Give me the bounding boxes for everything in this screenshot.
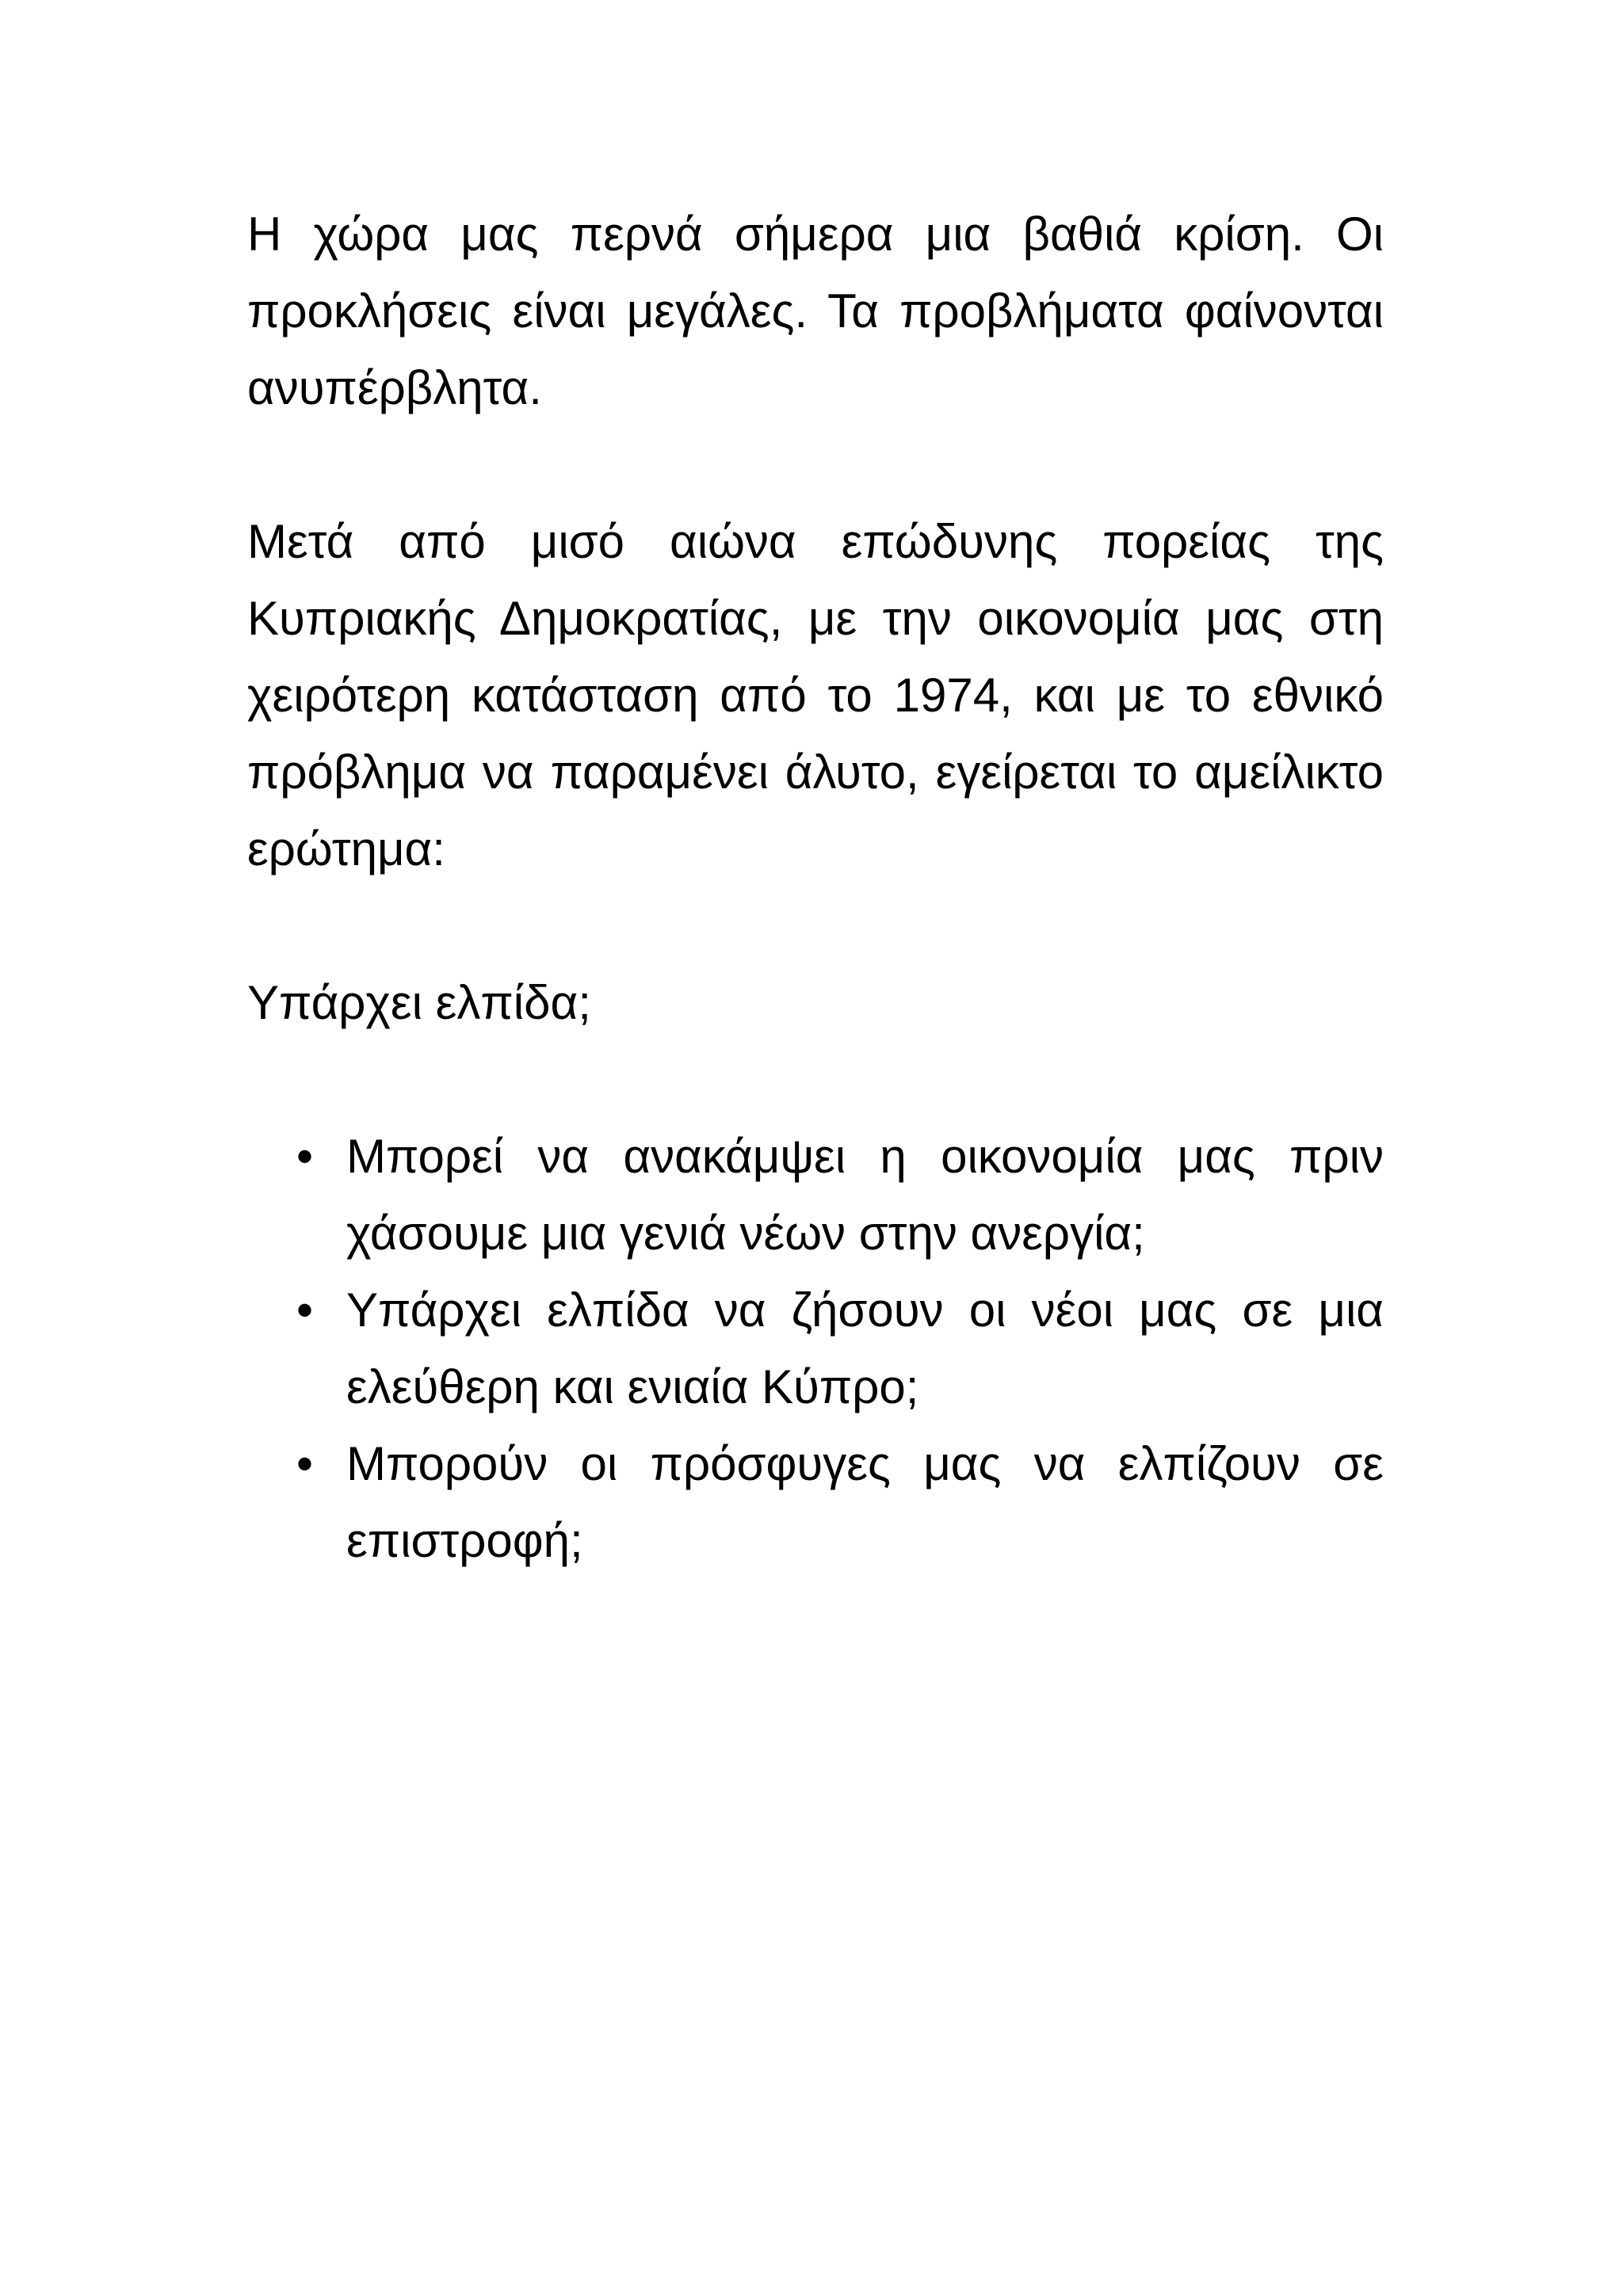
questions-list (247, 1118, 1384, 1579)
paragraph-spacer (247, 1041, 1384, 1118)
list-item-text: Υπάρχει ελπίδα να ζήσουν οι νέοι μας σε μια ελεύθερη και ενιαία Κύπρο; (346, 1283, 1384, 1413)
list-item-text: Μπορούν οι πρόσφυγες μας να ελπίζουν σε επιστροφή; (346, 1437, 1384, 1567)
intro-paragraph: Η χώρα μας περνά σήμερα μια βαθιά κρίση. Οι προκλήσεις είναι μεγάλες. Τα προβλήματα φαίνονται ανυπέρβλητα. (247, 208, 1384, 414)
question-paragraph: Υπάρχει ελπίδα; (247, 976, 591, 1029)
list-item-text: Μπορεί να ανακάμψει η οικονομία μας πριν χάσουμε μια γενιά νέων στην ανεργία; (346, 1130, 1384, 1260)
bullet-icon: • (296, 1130, 314, 1183)
paragraph-spacer (247, 426, 1384, 503)
bullet-icon: • (296, 1283, 314, 1337)
document-body (247, 196, 1384, 1579)
list-item (247, 1425, 1384, 1579)
list-item (247, 1118, 1384, 1272)
paragraph-spacer (247, 887, 1384, 964)
context-paragraph: Μετά από μισό αιώνα επώδυνης πορείας της Κυπριακής Δημοκρατίας, με την οικονομία μας στη χειρότερη κατάσταση από το 1974, και με το εθνικό πρόβλημα να παραμένει άλυτο, εγείρεται το αμείλικτο ερώτημα: (247, 515, 1384, 875)
bullet-icon: • (296, 1437, 314, 1490)
list-item (247, 1272, 1384, 1425)
